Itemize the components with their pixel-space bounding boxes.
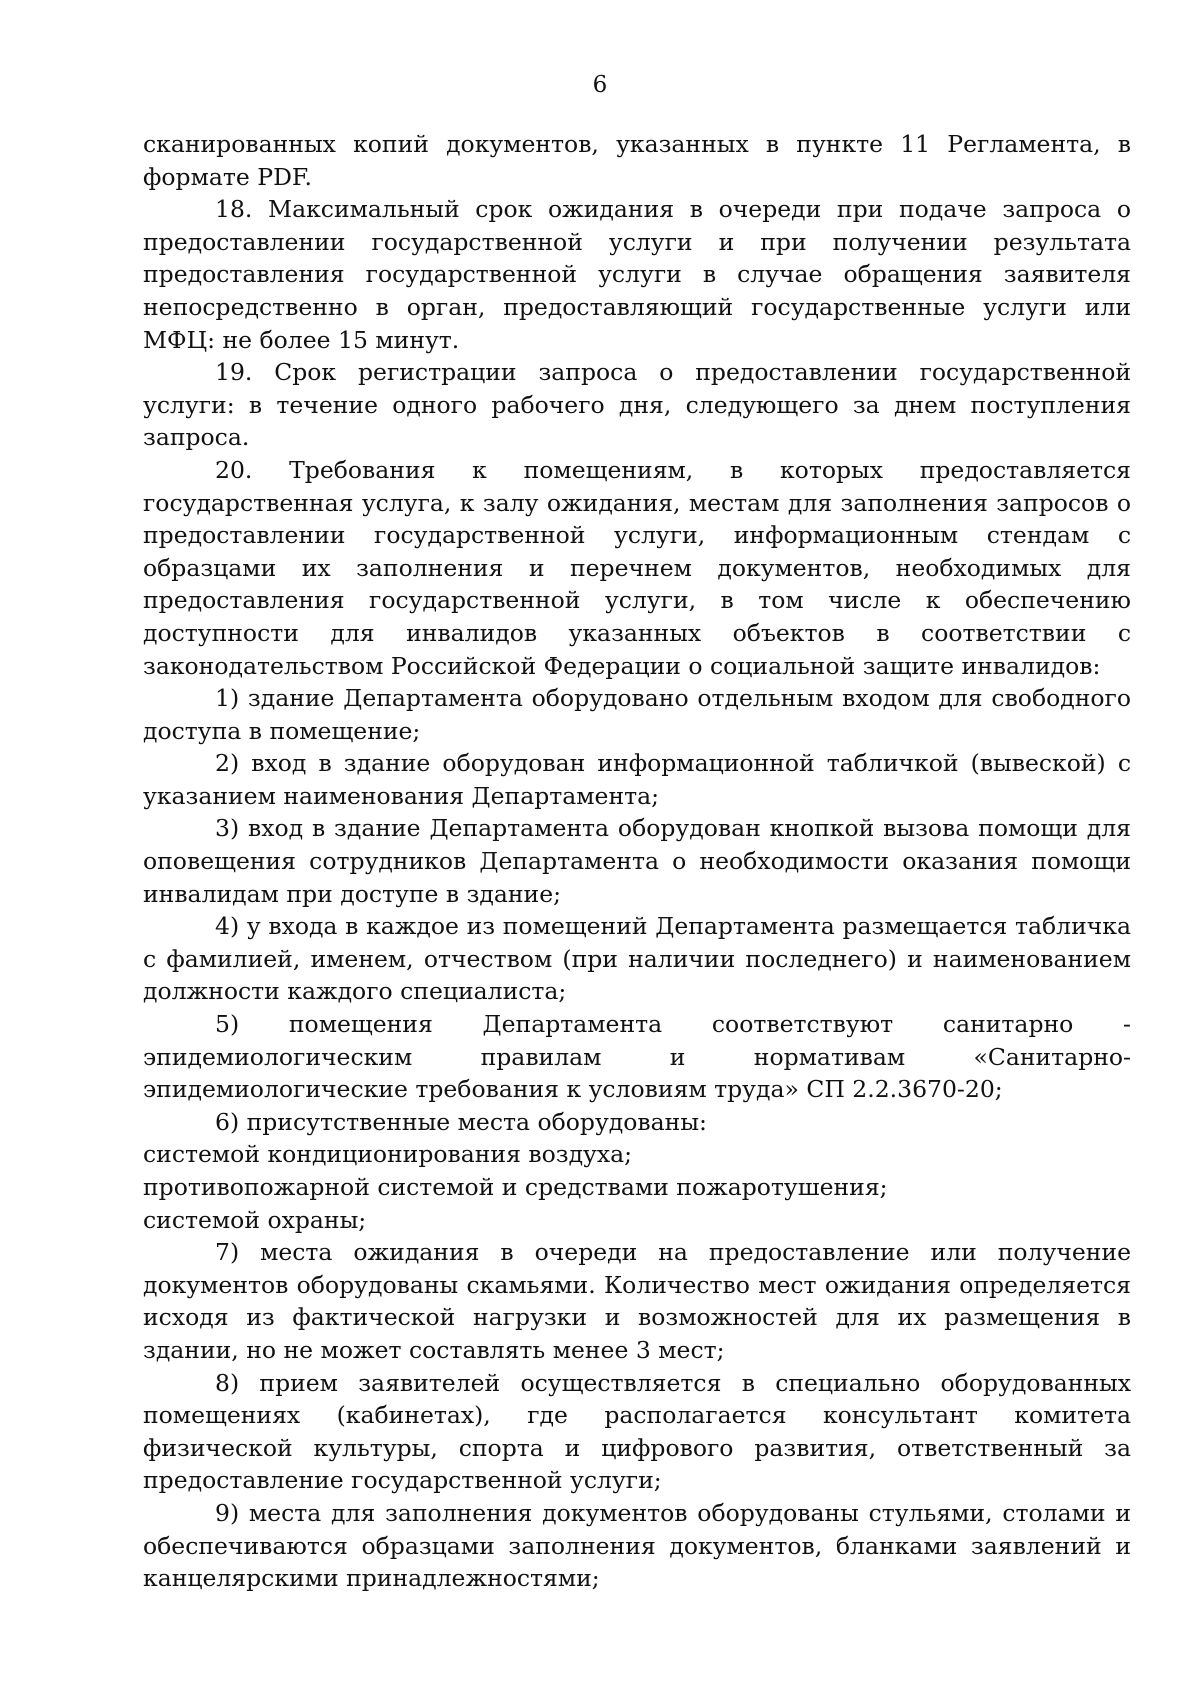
document-body <box>143 128 1131 1595</box>
list-item-6: 6) присутственные места оборудованы: <box>215 1107 707 1136</box>
sublist-item-fire-protection: противопожарной системой и средствами пожаротушения; <box>143 1173 888 1201</box>
paragraph-continuation: сканированных копий документов, указанных в пункте 11 Регламента, в формате PDF. <box>143 130 1131 191</box>
list-item-2: 2) вход в здание оборудован информационной табличкой (вывеской) с указанием наименования Департамента; <box>143 749 1131 810</box>
list-item-9: 9) места для заполнения документов оборудованы стульями, столами и обеспечиваются образцами заполнения документов, бланками заявлений и канцелярскими принадлежностями; <box>143 1498 1131 1593</box>
paragraph-item-19: 19. Срок регистрации запроса о предоставлении государственной услуги: в течение одного рабочего дня, следующего за днем поступления запроса. <box>143 358 1131 452</box>
paragraph-item-20: 20. Требования к помещениям, в которых предоставляется государственная услуга, к залу ожидания, местам для заполнения запросов о предоставлении государственной услуги, информационным стендам с образцами их заполнения и перечнем документов, необходимых для предоставления государственной услуги, в том числе к обеспечению доступности для инвалидов указанных объектов в соответствии с законодательством Российской Федерации о социальной защите инвалидов: <box>143 455 1131 680</box>
sublist-item-air-conditioning: системой кондиционирования воздуха; <box>143 1140 633 1169</box>
list-item-7: 7) места ожидания в очереди на предоставление или получение документов оборудованы скамьями. Количество мест ожидания определяется исходя из фактической нагрузки и возможностей для их размещения в здании, но не может составлять менее 3 мест; <box>143 1238 1131 1364</box>
list-item-8: 8) прием заявителей осуществляется в специально оборудованных помещениях (кабинетах), где располагается консультант комитета физической культуры, спорта и цифрового развития, ответственный за предоставление государственной услуги; <box>143 1368 1131 1495</box>
list-item-1: 1) здание Департамента оборудовано отдельным входом для свободного доступа в помещение; <box>143 684 1131 745</box>
paragraph-item-18: 18. Максимальный срок ожидания в очереди при подаче запроса о предоставлении государственной услуги и при получении результата предоставления государственной услуги в случае обращения заявителя непосредственно в орган, предоставляющий государственные услуги или МФЦ: не более 15 минут. <box>143 195 1131 354</box>
list-item-3: 3) вход в здание Департамента оборудован кнопкой вызова помощи для оповещения сотрудников Департамента о необходимости оказания помощи инвалидам при доступе в здание; <box>143 814 1131 908</box>
sublist-item-security: системой охраны; <box>143 1205 367 1234</box>
page-number: 6 <box>592 72 608 98</box>
list-item-4: 4) у входа в каждое из помещений Департамента размещается табличка с фамилией, именем, отчеством (при наличии последнего) и наименованием должности каждого специалиста; <box>143 912 1131 1006</box>
list-item-5: 5) помещения Департамента соответствуют санитарно - эпидемиологическим правилам и нормативам «Санитарно-эпидемиологические требования к условиям труда» СП 2.2.3670-20; <box>143 1010 1131 1104</box>
